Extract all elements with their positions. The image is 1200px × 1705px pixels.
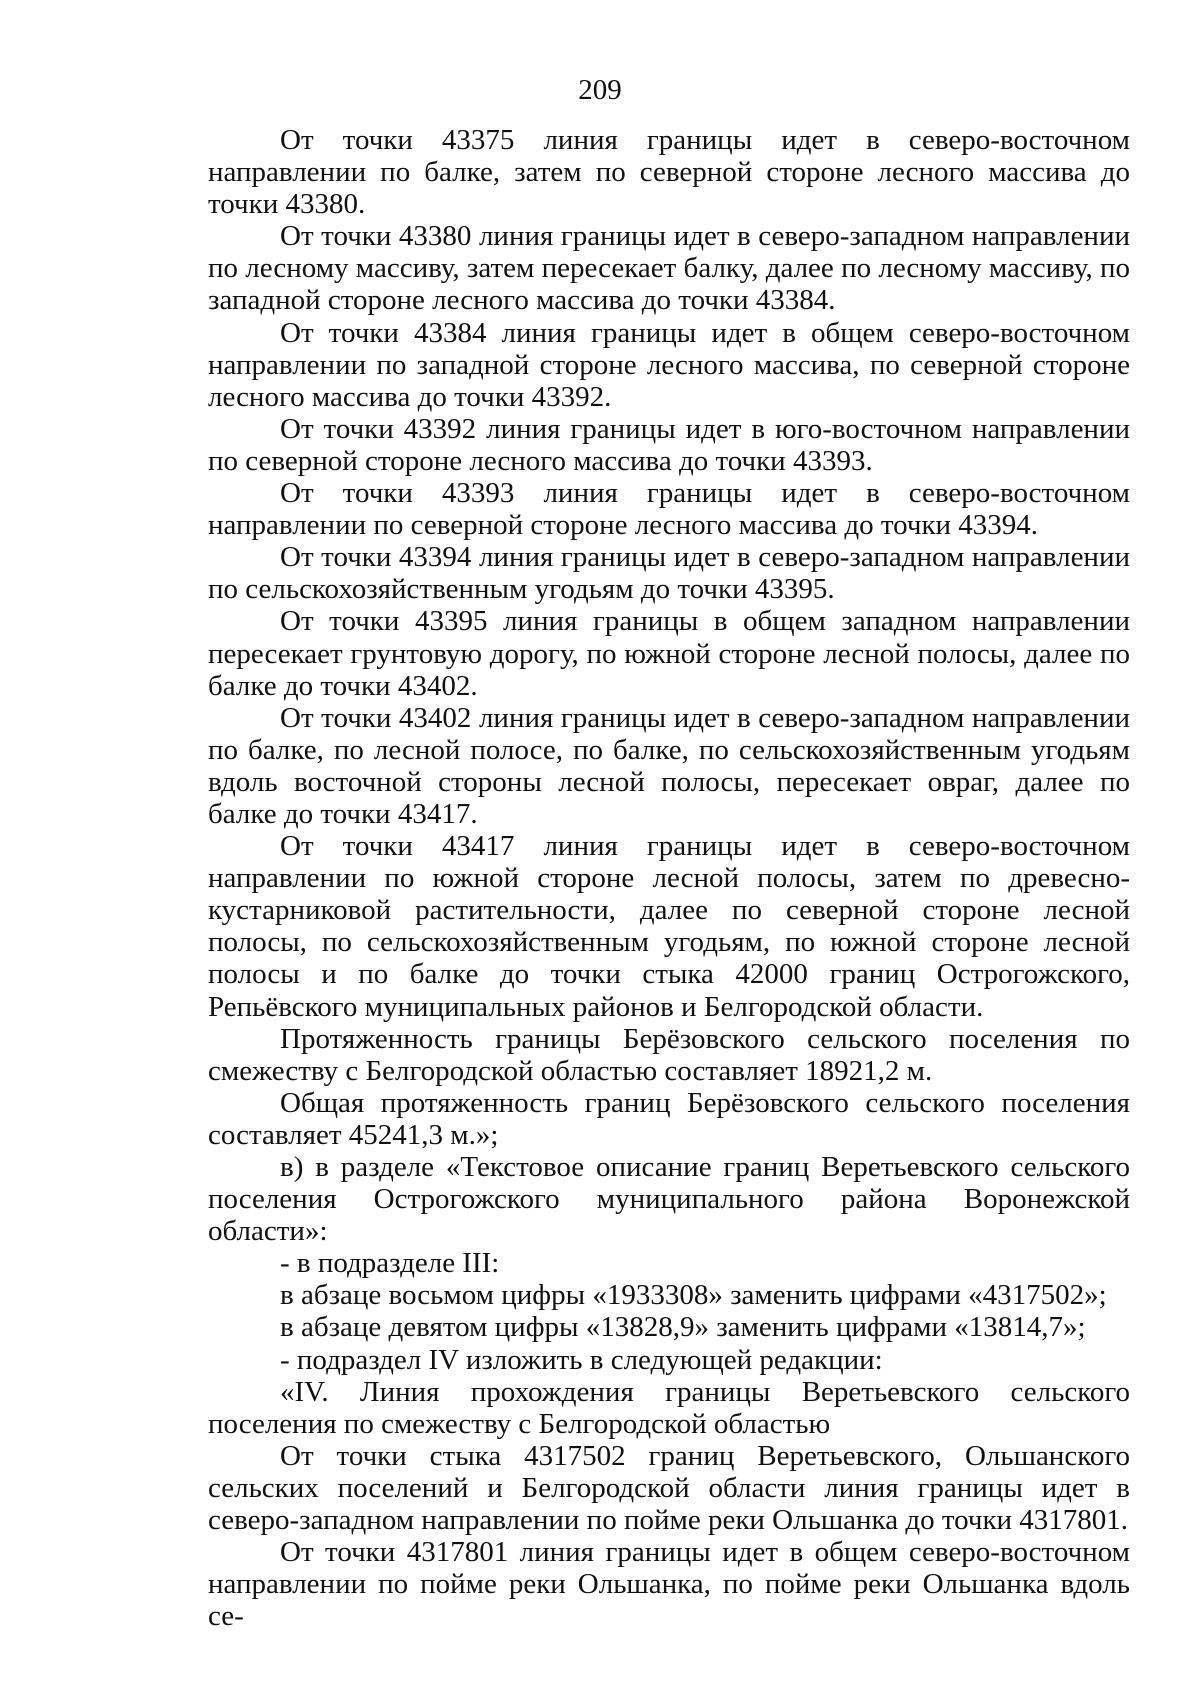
paragraph: От точки 43375 линия границы идет в северо-восточном направлении по балке, затем по северной стороне лесного массива до точки 43380.: [208, 124, 1130, 221]
paragraph: От точки стыка 4317502 границ Веретьевского, Ольшанского сельских поселений и Белгородской области линия границы идет в северо-западном направлении по пойме реки Ольшанка до точки 4317801.: [208, 1439, 1130, 1537]
paragraph: От точки 43402 линия границы идет в северо-западном направлении по балке, по лесной полосе, по балке, по сельскохозяйственным угодьям вдоль восточной стороны лесной полосы, пересекает овраг, далее по балке до точки 43417.: [208, 701, 1130, 830]
paragraph: Общая протяженность границ Берёзовского сельского поселения составляет 45241,3 м.»;: [208, 1086, 1130, 1151]
document-body: [208, 124, 1130, 1632]
paragraph: От точки 43392 линия границы идет в юго-восточном направлении по северной стороне лесного массива до точки 43393.: [208, 412, 1130, 477]
paragraph: От точки 43393 линия границы идет в северо-восточном направлении по северной стороне лесного массива до точки 43394.: [208, 477, 1130, 542]
paragraph: От точки 4317801 линия границы идет в общем северо-восточном направлении по пойме реки Ольшанка, по пойме реки Ольшанка вдоль се-: [208, 1536, 1130, 1633]
paragraph: От точки 43394 линия границы идет в северо-западном направлении по сельскохозяйственным угодьям до точки 43395.: [208, 541, 1130, 606]
paragraph: в абзаце девятом цифры «13828,9» заменить цифрами «13814,7»;: [280, 1311, 1086, 1344]
paragraph: «IV. Линия прохождения границы Веретьевского сельского поселения по смежеству с Белгородской областью: [208, 1375, 1130, 1440]
paragraph: - в подразделе III:: [280, 1247, 500, 1280]
paragraph: От точки 43417 линия границы идет в северо-восточном направлении по южной стороне лесной полосы, затем по древесно-кустарниковой растительности, далее по северной стороне лесной полосы, по сельскохозяйственным угодьям, по южной стороне лесной полосы и по балке до точки стыка 42000 границ Острогожского, Репьёвского муниципальных районов и Белгородской области.: [208, 830, 1130, 1023]
paragraph: От точки 43380 линия границы идет в северо-западном направлении по лесному массиву, затем пересекает балку, далее по лесному массиву, по западной стороне лесного массива до точки 43384.: [208, 220, 1130, 317]
paragraph: в абзаце восьмом цифры «1933308» заменить цифрами «4317502»;: [280, 1279, 1107, 1312]
paragraph: Протяженность границы Берёзовского сельского поселения по смежеству с Белгородской областью составляет 18921,2 м.: [208, 1022, 1130, 1087]
paragraph: От точки 43384 линия границы идет в общем северо-восточном направлении по западной стороне лесного массива, по северной стороне лесного массива до точки 43392.: [208, 316, 1130, 413]
paragraph: - подраздел IV изложить в следующей редакции:: [280, 1343, 883, 1376]
page-number: 209: [578, 74, 622, 106]
paragraph: в) в разделе «Текстовое описание границ Веретьевского сельского поселения Острогожского муниципального района Воронежской области»:: [208, 1151, 1130, 1248]
paragraph: От точки 43395 линия границы в общем западном направлении пересекает грунтовую дорогу, по южной стороне лесной полосы, далее по балке до точки 43402.: [208, 605, 1130, 702]
